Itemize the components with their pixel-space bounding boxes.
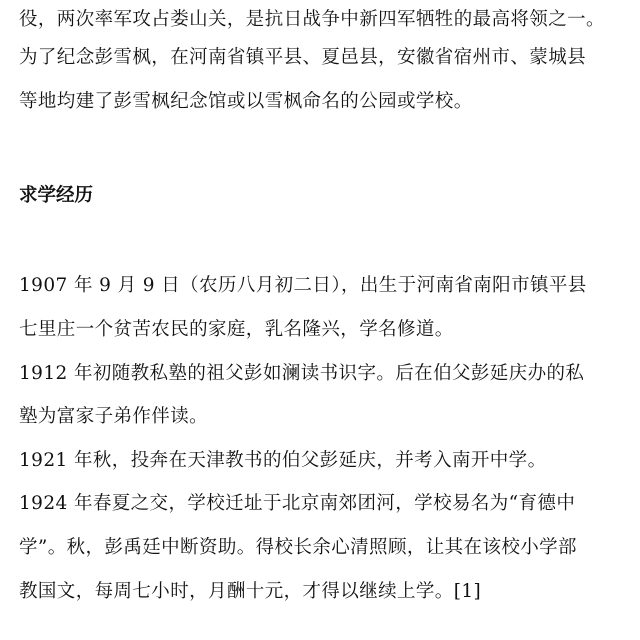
paragraph-line: 役，两次率军攻占娄山关，是抗日战争中新四军牺牲的最高将领之一。 — [19, 9, 605, 30]
section-heading: 求学经历 — [19, 185, 94, 206]
paragraph-line: 1921 年秋，投奔在天津教书的伯父彭延庆，并考入南开中学。 — [19, 450, 547, 471]
paragraph-line: 学”。秋，彭禹廷中断资助。得校长余心清照顾，让其在该校小学部 — [19, 537, 577, 558]
paragraph-line: 1907 年 9 月 9 日（农历八月初二日），出生于河南省南阳市镇平县 — [19, 275, 587, 296]
paragraph-line: 1924 年春夏之交，学校迁址于北京南郊团河，学校易名为“育德中 — [19, 493, 576, 514]
paragraph-line: 等地均建了彭雪枫纪念馆或以雪枫命名的公园或学校。 — [19, 91, 473, 112]
paragraph-line: 塾为富家子弟作伴读。 — [19, 406, 209, 427]
paragraph-line: 1912 年初随教私塾的祖父彭如澜读书识字。后在伯父彭延庆办的私 — [19, 363, 585, 384]
paragraph-line: 教国文，每周七小时，月酬十元，才得以继续上学。[1] — [19, 581, 482, 602]
paragraph-line: 七里庄一个贫苦农民的家庭，乳名隆兴，学名修道。 — [19, 319, 454, 340]
paragraph-line: 为了纪念彭雪枫，在河南省镇平县、夏邑县，安徽省宿州市、蒙城县 — [19, 47, 587, 68]
